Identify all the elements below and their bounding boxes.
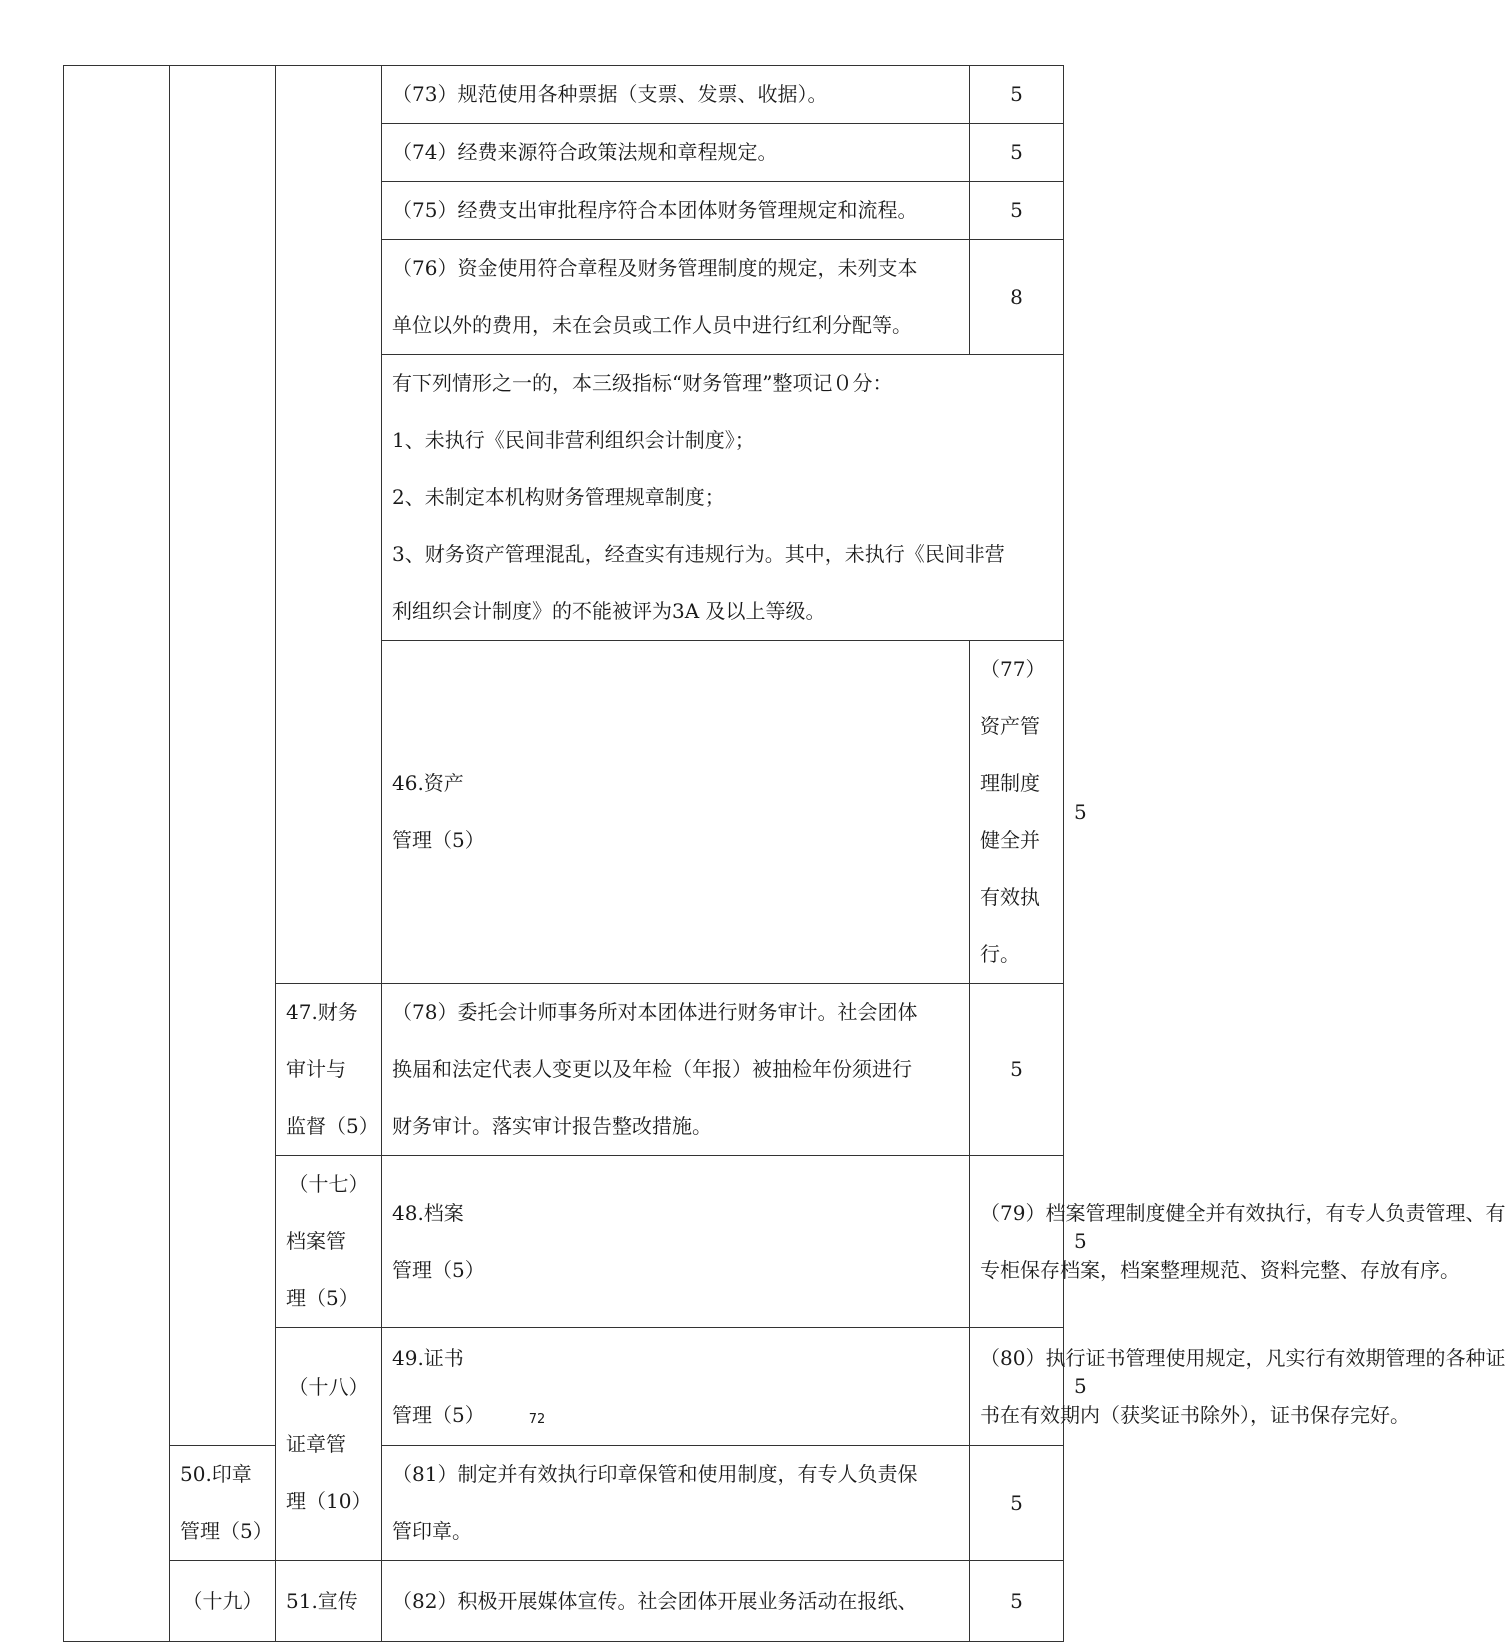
item-78-text: （78）委托会计师事务所对本团体进行财务审计。社会团体 换届和法定代表人变更以及年检（年报）被抽检年份须进行 财务审计。落实审计报告整改措施。: [382, 984, 970, 1156]
page-number: 72: [528, 1412, 546, 1427]
category-column-empty: [64, 66, 170, 1642]
item-80-text: （80）执行证书管理使用规定，凡实行有效期管理的各种证 书在有效期内（获奖证书除外），证书保存完好。: [970, 1328, 1064, 1446]
item-82-score: 5: [970, 1561, 1064, 1642]
item-81-text: （81）制定并有效执行印章保管和使用制度，有专人负责保 管印章。: [382, 1446, 970, 1561]
indicator-49-label: 49.证书 管理（5）: [382, 1328, 970, 1446]
item-77-text: （77）资产管理制度健全并有效执行。: [970, 641, 1064, 984]
category-18-label: （十八） 证章管 理（10）: [276, 1328, 382, 1561]
item-75-text: （75）经费支出审批程序符合本团体财务管理规定和流程。: [382, 182, 970, 240]
item-76-text: （76）资金使用符合章程及财务管理制度的规定，未列支本 单位以外的费用，未在会员或工作人员中进行红利分配等。: [382, 240, 970, 355]
subcategory-cell-empty: [170, 66, 276, 1446]
item-78-score: 5: [970, 984, 1064, 1156]
item-73-score: 5: [970, 66, 1064, 124]
category-19-label: （十九）: [170, 1561, 276, 1642]
category-17-label: （十七） 档案管 理（5）: [276, 1156, 382, 1328]
indicator-48-label: 48.档案 管理（5）: [382, 1156, 970, 1328]
item-74-score: 5: [970, 124, 1064, 182]
indicator-50-label: 50.印章 管理（5）: [170, 1446, 276, 1561]
indicator-47-label: 47.财务 审计与 监督（5）: [276, 984, 382, 1156]
item-73-text: （73）规范使用各种票据（支票、发票、收据）。: [382, 66, 970, 124]
item-79-text: （79）档案管理制度健全并有效执行，有专人负责管理、有 专柜保存档案，档案整理规范、资料完整、存放有序。: [970, 1156, 1064, 1328]
evaluation-table: （73）规范使用各种票据（支票、发票、收据）。 5 （74）经费来源符合政策法规和章程规定。 5 （75）经费支出审批程序符合本团体财务管理规定和流程。 5 （76）资金使用符合章程及财务管理制度的规定，未列支本 单位以外的费用，未在会员或工作人员中进行红利分配等。 8 有下列情形之一的，本三级指标“财务管理”整项记０分： 1、未执行《民间非营利组织会计制度》； 2、未制定本机构财务管理规章制度； 3、财务资产管理混乱，经查实有违规行为。其中，未执行《民间非营 利组织会计制度》的不能被评为3A 及以上等级。 46.资产 管理（5） （77）资产管理制度健全并有效执行。 5 47.财务 审计与 监督（5） （78）委托会计师事务所对本团体进行财务审计。社会团体 换届和法定代表人变更以及年检（年报）被抽检年份须进行 财务审计。落实审计报告整改措施。 5 （十七） 档案管 理（5） 48.档案 管理（5） （79）档案管理制度健全并有效执行，有专人负责管理、有 专柜保存档案，档案整理规范、资料完整、存放有序。 5 （十八） 证章管 理（10） 49.证书 管理（5） （80）执行证书管理使用规定，凡实行有效期管理的各种证 书在有效期内（获奖证书除外），证书保存完好。 5 50.印章 管理（5） （81）制定并有效执行印章保管和使用制度，有专人负责保 管印章。 5 （十九） 51.宣传 （82）积极开展媒体宣传。社会团体开展业务活动在报纸、 5: [63, 65, 1064, 1642]
indicator-51-label: 51.宣传: [276, 1561, 382, 1642]
item-81-score: 5: [970, 1446, 1064, 1561]
indicator-cell-empty: [276, 66, 382, 984]
item-82-text: （82）积极开展媒体宣传。社会团体开展业务活动在报纸、: [382, 1561, 970, 1642]
item-74-text: （74）经费来源符合政策法规和章程规定。: [382, 124, 970, 182]
item-75-score: 5: [970, 182, 1064, 240]
item-76-score: 8: [970, 240, 1064, 355]
indicator-46-label: 46.资产 管理（5）: [382, 641, 970, 984]
finance-penalty-note: 有下列情形之一的，本三级指标“财务管理”整项记０分： 1、未执行《民间非营利组织会计制度》； 2、未制定本机构财务管理规章制度； 3、财务资产管理混乱，经查实有违规行为。其中，未执行《民间非营 利组织会计制度》的不能被评为3A 及以上等级。: [382, 355, 1064, 641]
